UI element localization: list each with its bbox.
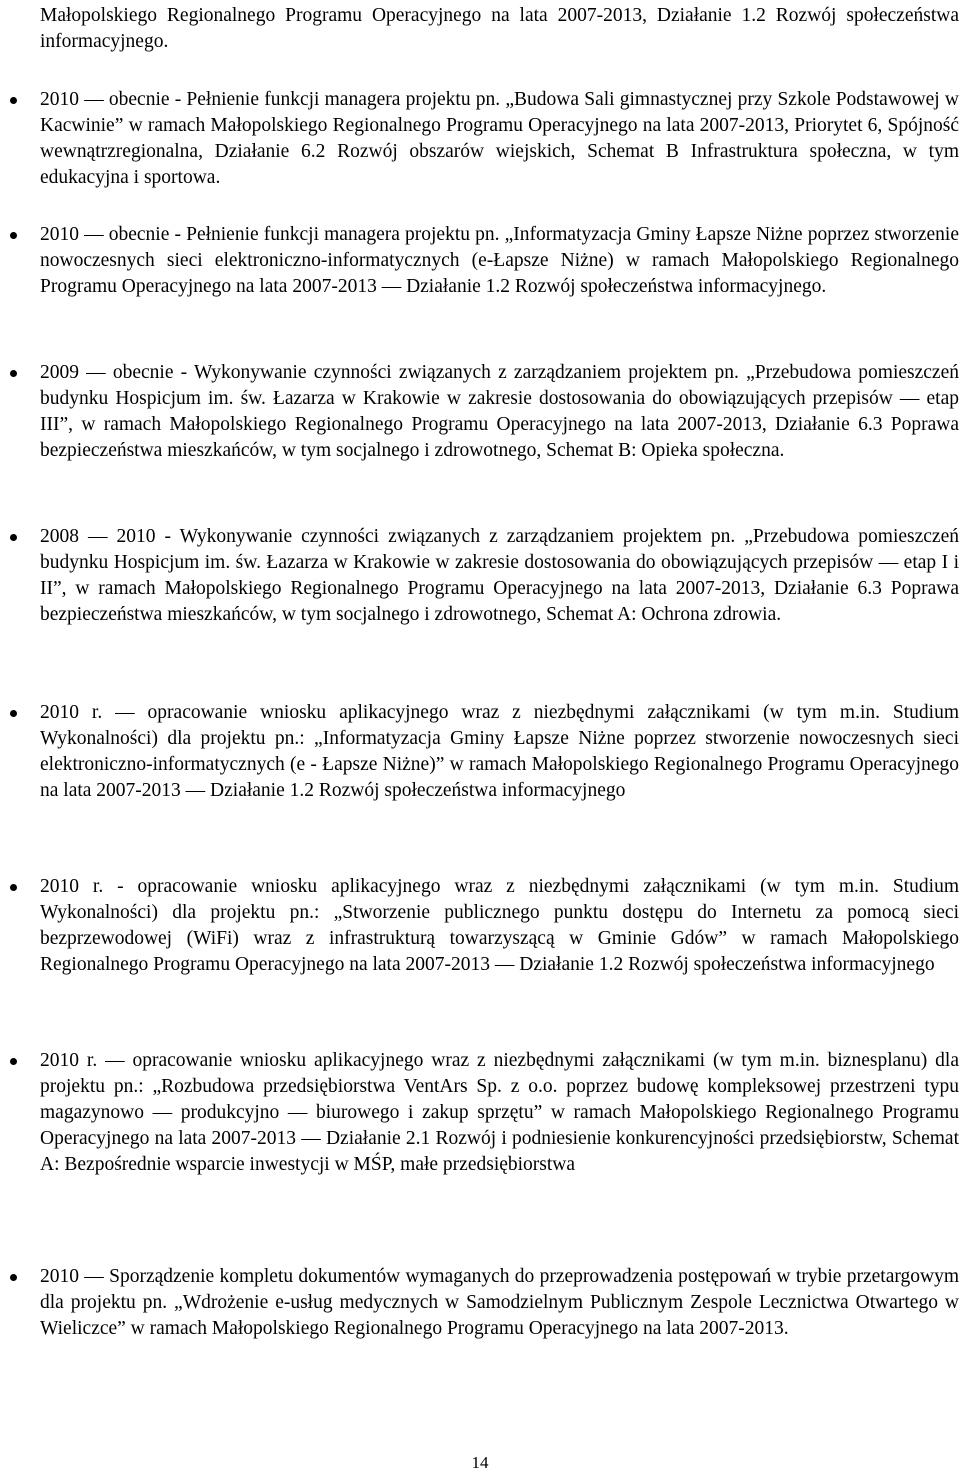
entry-text: 2010 r. ― opracowanie wniosku aplikacyjnego wraz z niezbędnymi załącznikami (w tym m.in. Studium Wykonalności) dla projektu pn.: „Informatyzacja Gminy Łapsze Niżne poprzez stworzenie nowoczesnych sieci elektroniczno-informatycznych (e - Łapsze Niżne)” w ramach Małopolskiego Regionalnego Programu Operacyjnego na lata 2007-2013 ― Działanie 1.2 Rozwój społeczeństwa informacyjnego — [40, 702, 959, 801]
bullet-icon — [10, 97, 17, 104]
bullet-icon — [10, 1274, 17, 1281]
list-item — [40, 222, 959, 300]
bullet-icon — [10, 1058, 17, 1065]
bullet-icon — [10, 884, 17, 891]
page-number: 14 — [471, 1453, 489, 1472]
entry-text: Małopolskiego Regionalnego Programu Operacyjnego na lata 2007-2013, Działanie 1.2 Rozwój społeczeństwa informacyjnego. — [40, 5, 959, 52]
list-item — [40, 360, 959, 464]
list-item — [40, 874, 959, 978]
list-item — [40, 1264, 959, 1342]
bullet-icon — [10, 232, 17, 239]
list-item — [40, 700, 959, 804]
entry-text: 2010 ― obecnie - Pełnienie funkcji managera projektu pn. „Budowa Sali gimnastycznej przy Szkole Podstawowej w Kacwinie” w ramach Małopolskiego Regionalnego Programu Operacyjnego na lata 2007-2013, Priorytet 6, Spójność wewnątrzregionalna, Działanie 6.2 Rozwój obszarów wiejskich, Schemat B Infrastruktura społeczna, w tym edukacyjna i sportowa. — [40, 89, 959, 188]
bullet-icon — [10, 710, 17, 717]
entry-text: 2008 ― 2010 - Wykonywanie czynności związanych z zarządzaniem projektem pn. „Przebudowa pomieszczeń budynku Hospicjum im. św. Łazarza w Krakowie w zakresie dostosowania do obowiązujących przepisów ― etap I i II”, w ramach Małopolskiego Regionalnego Programu Operacyjnego na lata 2007-2013, Działanie 6.3 Poprawa bezpieczeństwa mieszkańców, w tym socjalnego i zdrowotnego, Schemat A: Ochrona zdrowia. — [40, 526, 959, 625]
bullet-icon — [10, 370, 17, 377]
entry-text: 2010 r. - opracowanie wniosku aplikacyjnego wraz z niezbędnymi załącznikami (w tym m.in. Studium Wykonalności) dla projektu pn.: „Stworzenie publicznego punktu dostępu do Internetu za pomocą sieci bezprzewodowej (WiFi) wraz z infrastrukturą towarzyszącą w Gminie Gdów” w ramach Małopolskiego Regionalnego Programu Operacyjnego na lata 2007-2013 ― Działanie 1.2 Rozwój społeczeństwa informacyjnego — [40, 876, 959, 975]
entry-text: 2010 r. ― opracowanie wniosku aplikacyjnego wraz z niezbędnymi załącznikami (w tym m.in. biznesplanu) dla projektu pn.: „Rozbudowa przedsiębiorstwa VentArs Sp. z o.o. poprzez budowę kompleksowej przestrzeni typu magazynowo ― produkcyjno ― biurowego i zakup sprzętu” w ramach Małopolskiego Regionalnego Programu Operacyjnego na lata 2007-2013 ― Działanie 2.1 Rozwój i podniesienie konkurencyjności przedsiębiorstw, Schemat A: Bezpośrednie wsparcie inwestycji w MŚP, małe przedsiębiorstwa — [40, 1050, 959, 1175]
continued-paragraph — [40, 3, 959, 55]
list-item — [40, 524, 959, 628]
entry-text: 2009 ― obecnie - Wykonywanie czynności związanych z zarządzaniem projektem pn. „Przebudowa pomieszczeń budynku Hospicjum im. św. Łazarza w Krakowie w zakresie dostosowania do obowiązujących przepisów ― etap III”, w ramach Małopolskiego Regionalnego Programu Operacyjnego na lata 2007-2013, Działanie 6.3 Poprawa bezpieczeństwa mieszkańców, w tym socjalnego i zdrowotnego, Schemat B: Opieka społeczna. — [40, 362, 959, 461]
entry-text: 2010 ― obecnie - Pełnienie funkcji managera projektu pn. „Informatyzacja Gminy Łapsze Niżne poprzez stworzenie nowoczesnych sieci elektroniczno-informatycznych (e-Łapsze Niżne) w ramach Małopolskiego Regionalnego Programu Operacyjnego na lata 2007-2013 ― Działanie 1.2 Rozwój społeczeństwa informacyjnego. — [40, 224, 959, 297]
list-item — [40, 1048, 959, 1178]
entry-text: 2010 ― Sporządzenie kompletu dokumentów wymaganych do przeprowadzenia postępowań w trybie przetargowym dla projektu pn. „Wdrożenie e-usług medycznych w Samodzielnym Publicznym Zespole Lecznictwa Otwartego w Wieliczce” w ramach Małopolskiego Regionalnego Programu Operacyjnego na lata 2007-2013. — [40, 1266, 959, 1339]
list-item — [40, 87, 959, 191]
bullet-icon — [10, 534, 17, 541]
